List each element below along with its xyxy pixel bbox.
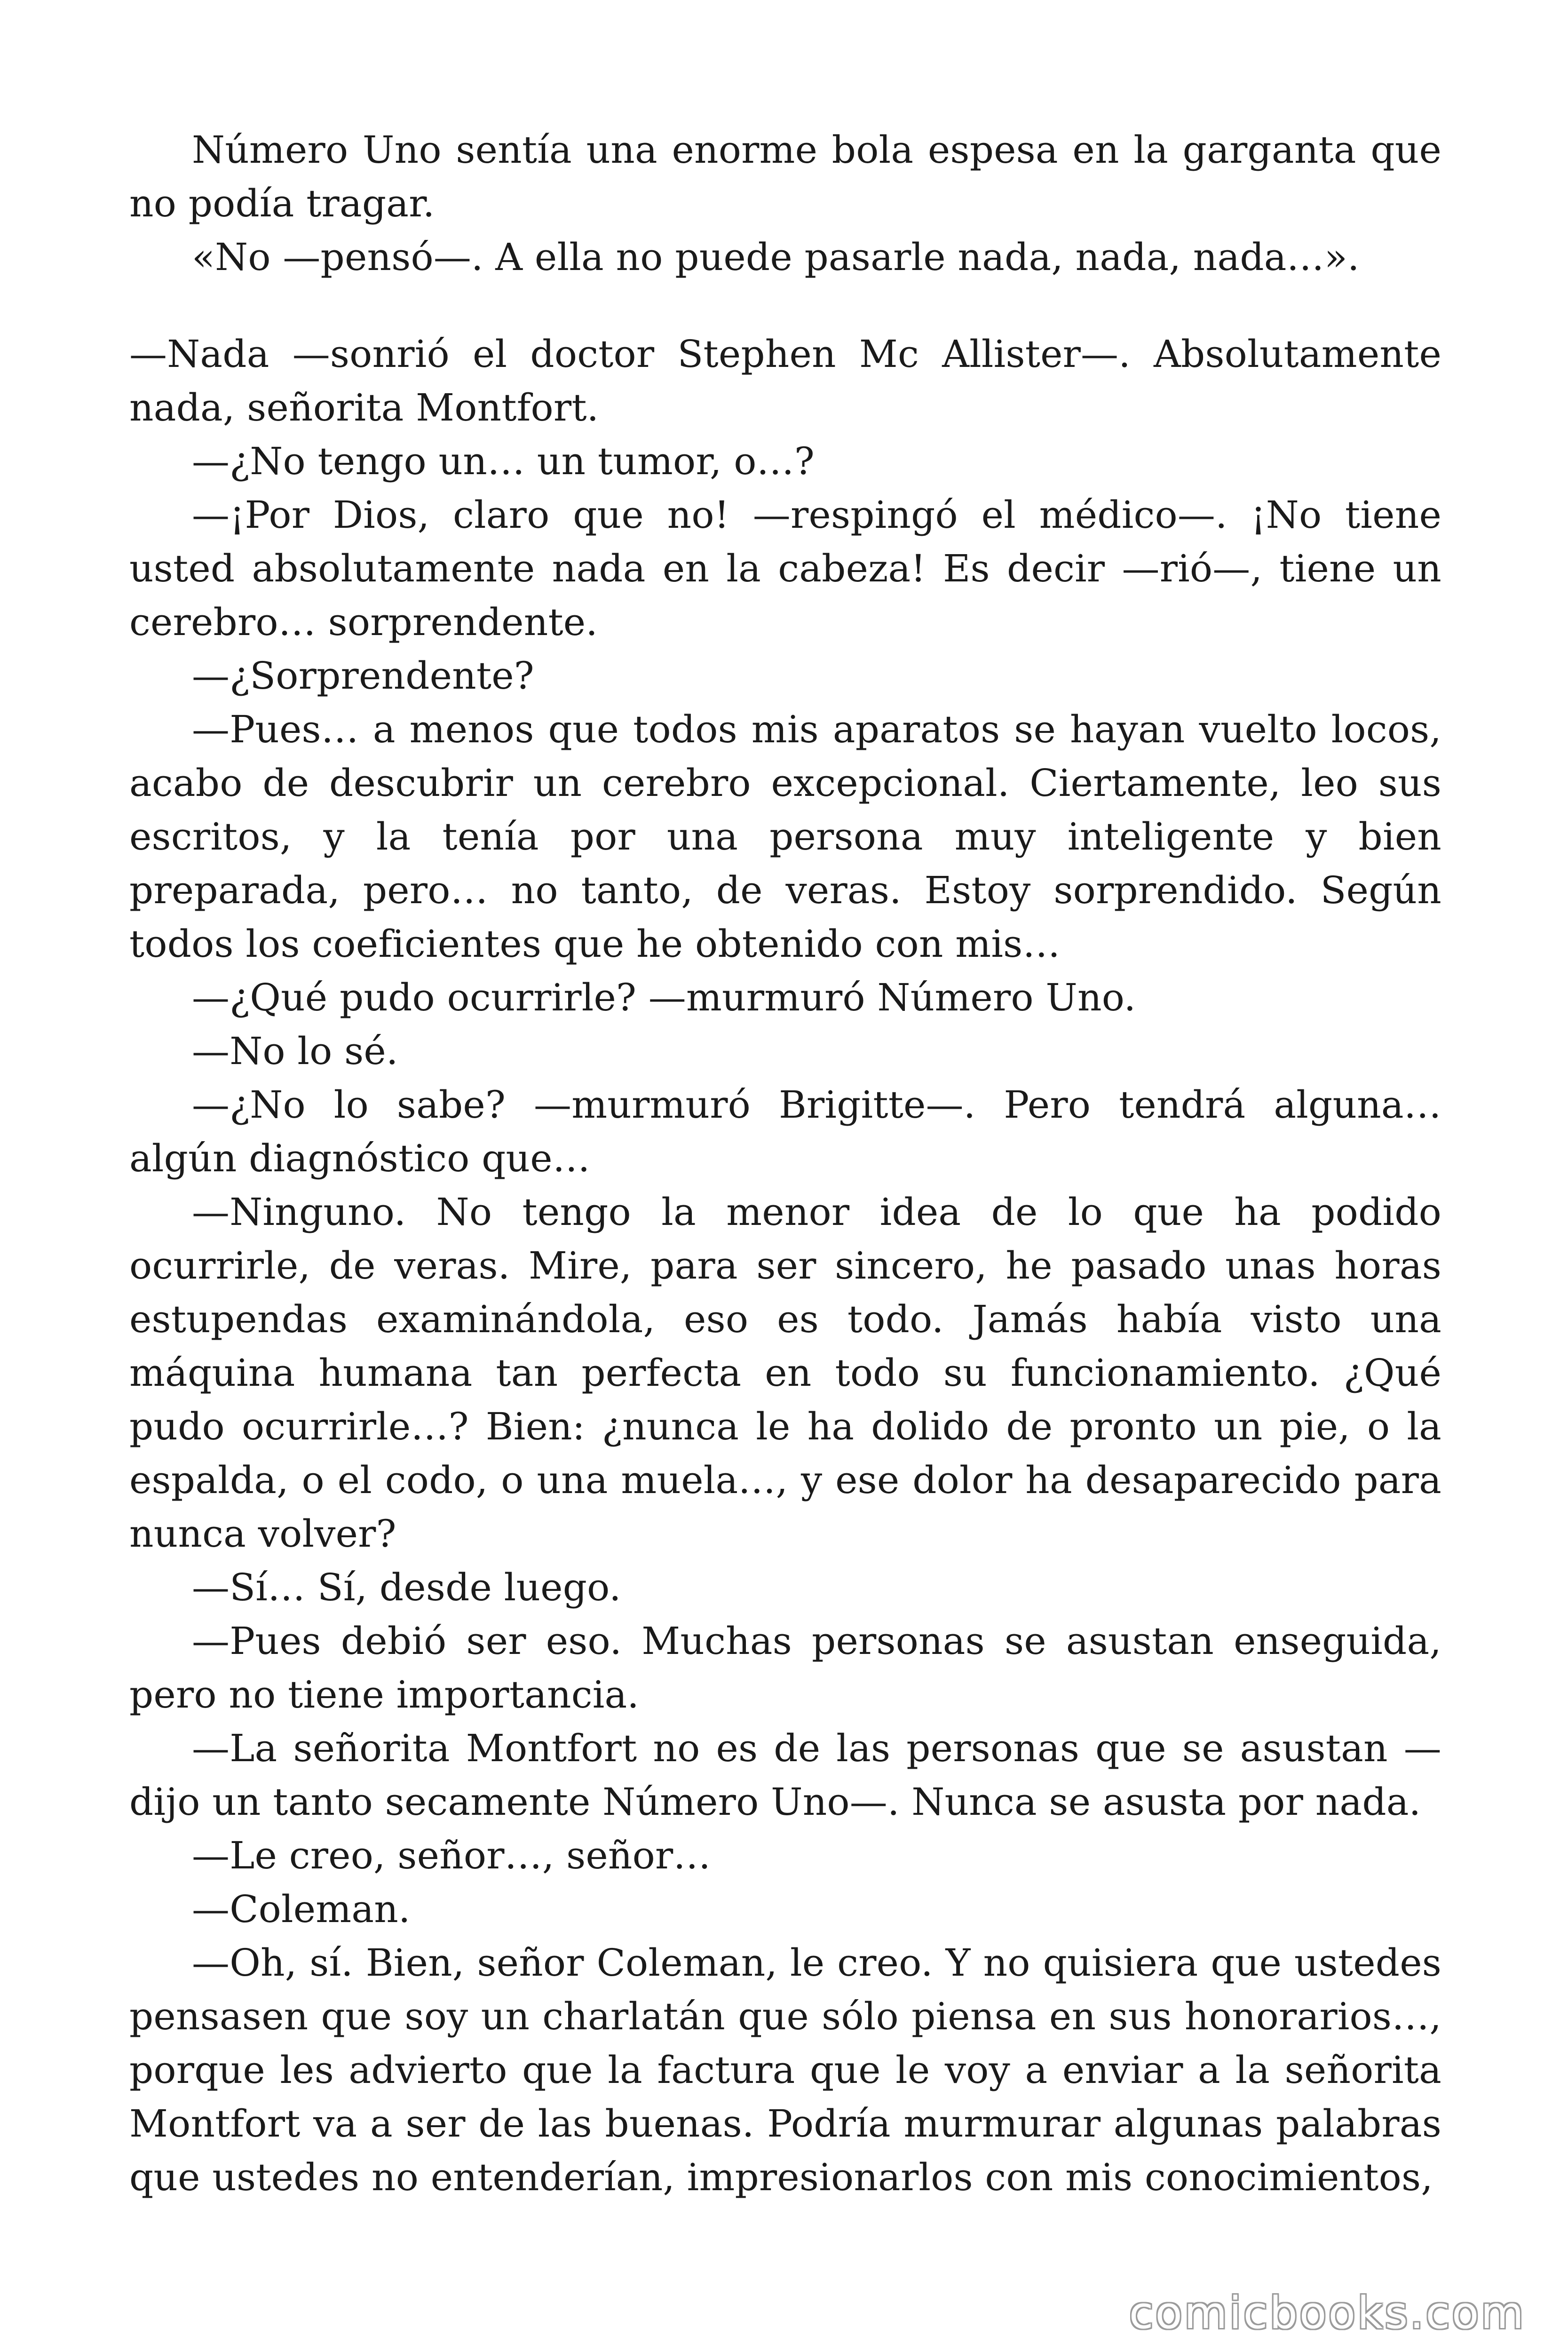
- paragraph: —¡Por Dios, claro que no! —respingó el médico—. ¡No tiene usted absolutamente nada en la cabeza! Es decir —rió—, tiene un cerebro… sorprendente.: [129, 493, 1441, 644]
- paragraph: —Nada —sonrió el doctor Stephen Mc Allister—. Absolutamente nada, señorita Montfort.: [129, 332, 1441, 429]
- paragraph: —Coleman.: [192, 1887, 411, 1931]
- paragraph: —Oh, sí. Bien, señor Coleman, le creo. Y no quisiera que ustedes pensasen que soy un charlatán que sólo piensa en sus honorarios…, porque les advierto que la factura que le voy a enviar a la señorita Montfort va a ser de las buenas. Podría murmurar algunas palabras que ustedes no entenderían, impresionarlos con mis conocimientos,: [129, 1941, 1441, 2199]
- paragraph: —¿No lo sabe? —murmuró Brigitte—. Pero tendrá alguna… algún diagnóstico que…: [129, 1083, 1441, 1180]
- paragraph: —¿Qué pudo ocurrirle? —murmuró Número Uno.: [192, 976, 1136, 1019]
- body-text: [129, 123, 1441, 2204]
- paragraph: —No lo sé.: [192, 1029, 398, 1073]
- paragraph: —Le creo, señor…, señor…: [192, 1834, 711, 1877]
- watermark: comicbooks.com: [1129, 2288, 1526, 2339]
- paragraph: —La señorita Montfort no es de las personas que se asustan — dijo un tanto secamente Número Uno—. Nunca se asusta por nada.: [129, 1726, 1441, 1824]
- paragraph: —Pues… a menos que todos mis aparatos se hayan vuelto locos, acabo de descubrir un cerebro excepcional. Ciertamente, leo sus escritos, y la tenía por una persona muy inteligente y bien preparada, pero… no tanto, de veras. Estoy sorprendido. Según todos los coeficientes que he obtenido con mis…: [129, 707, 1441, 966]
- paragraph: Número Uno sentía una enorme bola espesa en la garganta que no podía tragar.: [129, 128, 1441, 225]
- paragraph: —Pues debió ser eso. Muchas personas se asustan enseguida, pero no tiene importancia.: [129, 1619, 1441, 1716]
- paragraph: —¿No tengo un… un tumor, o…?: [192, 439, 815, 483]
- paragraph: —Ninguno. No tengo la menor idea de lo que ha podido ocurrirle, de veras. Mire, para ser sincero, he pasado unas horas estupendas examinándola, eso es todo. Jamás había visto una máquina humana tan perfecta en todo su funcionamiento. ¿Qué pudo ocurrirle…? Bien: ¿nunca le ha dolido de pronto un pie, o la espalda, o el codo, o una muela…, y ese dolor ha desaparecido para nunca volver?: [129, 1190, 1441, 1556]
- paragraph: —Sí… Sí, desde luego.: [192, 1565, 621, 1609]
- paragraph: —¿Sorprendente?: [192, 654, 534, 698]
- paragraph: «No —pensó—. A ella no puede pasarle nada, nada, nada…».: [192, 235, 1360, 279]
